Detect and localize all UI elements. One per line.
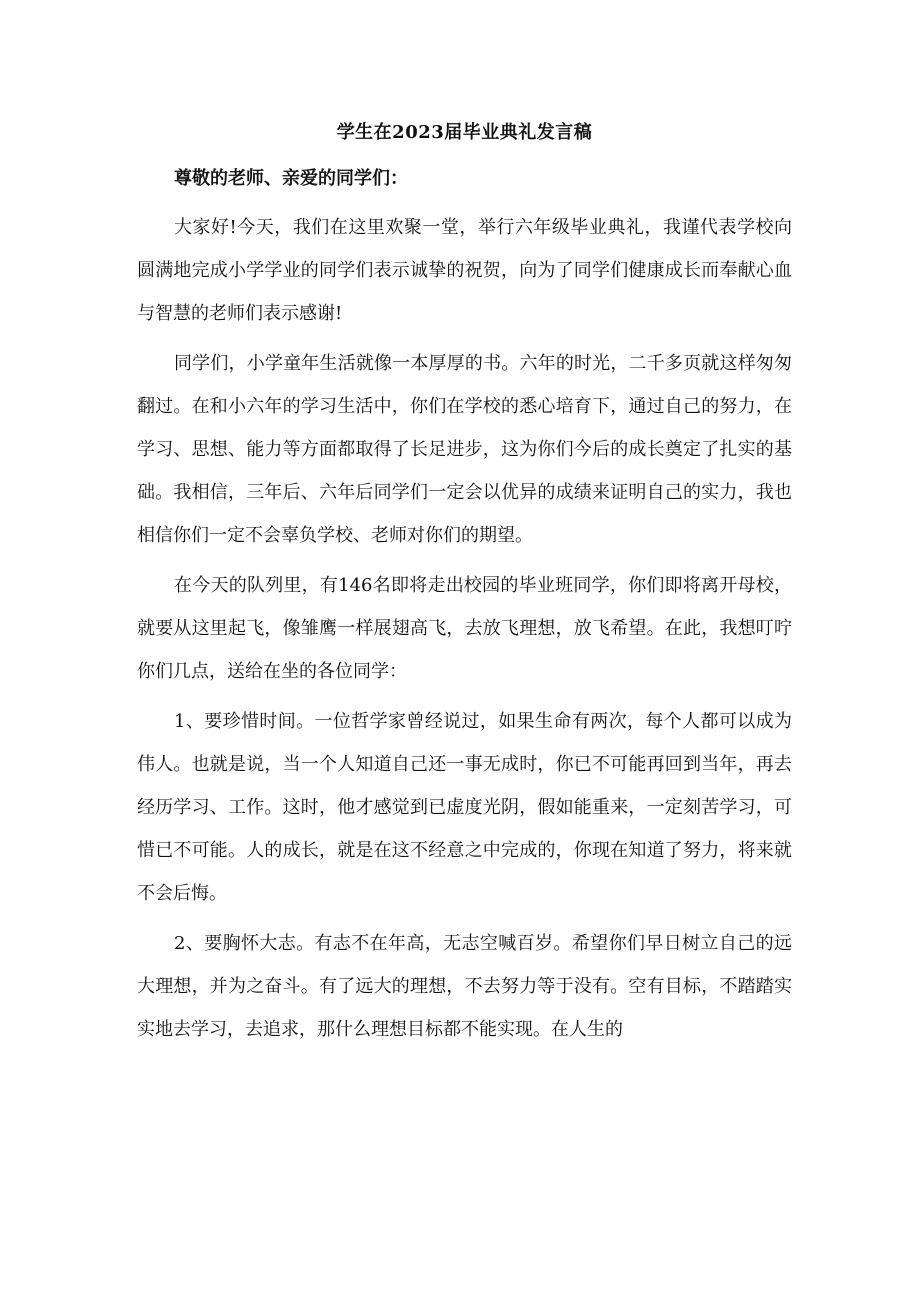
paragraph-point-1: 1、要珍惜时间。一位哲学家曾经说过，如果生命有两次，每个人都可以成为伟人。也就是说，当一个人知道自己还一事无成时，你已不可能再回到当年，再去经历学习、工作。这时，他才感觉到已虚度光阴，假如能重来，一定刻苦学习，可惜已不可能。人的成长，就是在这不经意之中完成的，你现在知道了努力，将来就不会后悔。 [137,711,792,904]
paragraph-graduates: 在今天的队列里，有146名即将走出校园的毕业班同学，你们即将离开母校，就要从这里起飞，像雏鹰一样展翅高飞，去放飞理想，放飞希望。在此，我想叮咛你们几点，送给在坐的各位同学： [137,575,792,682]
paragraph-greeting: 大家好!今天，我们在这里欢聚一堂，举行六年级毕业典礼，我谨代表学校向圆满地完成小学学业的同学们表示诚挚的祝贺，向为了同学们健康成长而奉献心血与智慧的老师们表示感谢! [137,217,792,324]
document-page [137,118,792,1058]
document-title: 学生在2023届毕业典礼发言稿 [336,122,593,143]
salutation: 尊敬的老师、亲爱的同学们： [174,168,408,189]
paragraph-point-2: 2、要胸怀大志。有志不在年高，无志空喊百岁。希望你们早日树立自己的远大理想，并为之奋斗。有了远大的理想，不去努力等于没有。空有目标，不踏踏实实地去学习，去追求，那什么理想目标都不能实现。在人生的 [137,933,792,1040]
paragraph-childhood: 同学们，小学童年生活就像一本厚厚的书。六年的时光，二千多页就这样匆匆翻过。在和小六年的学习生活中，你们在学校的悉心培育下，通过自己的努力，在学习、思想、能力等方面都取得了长足进步，这为你们今后的成长奠定了扎实的基础。我相信，三年后、六年后同学们一定会以优异的成绩来证明自己的实力，我也相信你们一定不会辜负学校、老师对你们的期望。 [137,353,792,546]
